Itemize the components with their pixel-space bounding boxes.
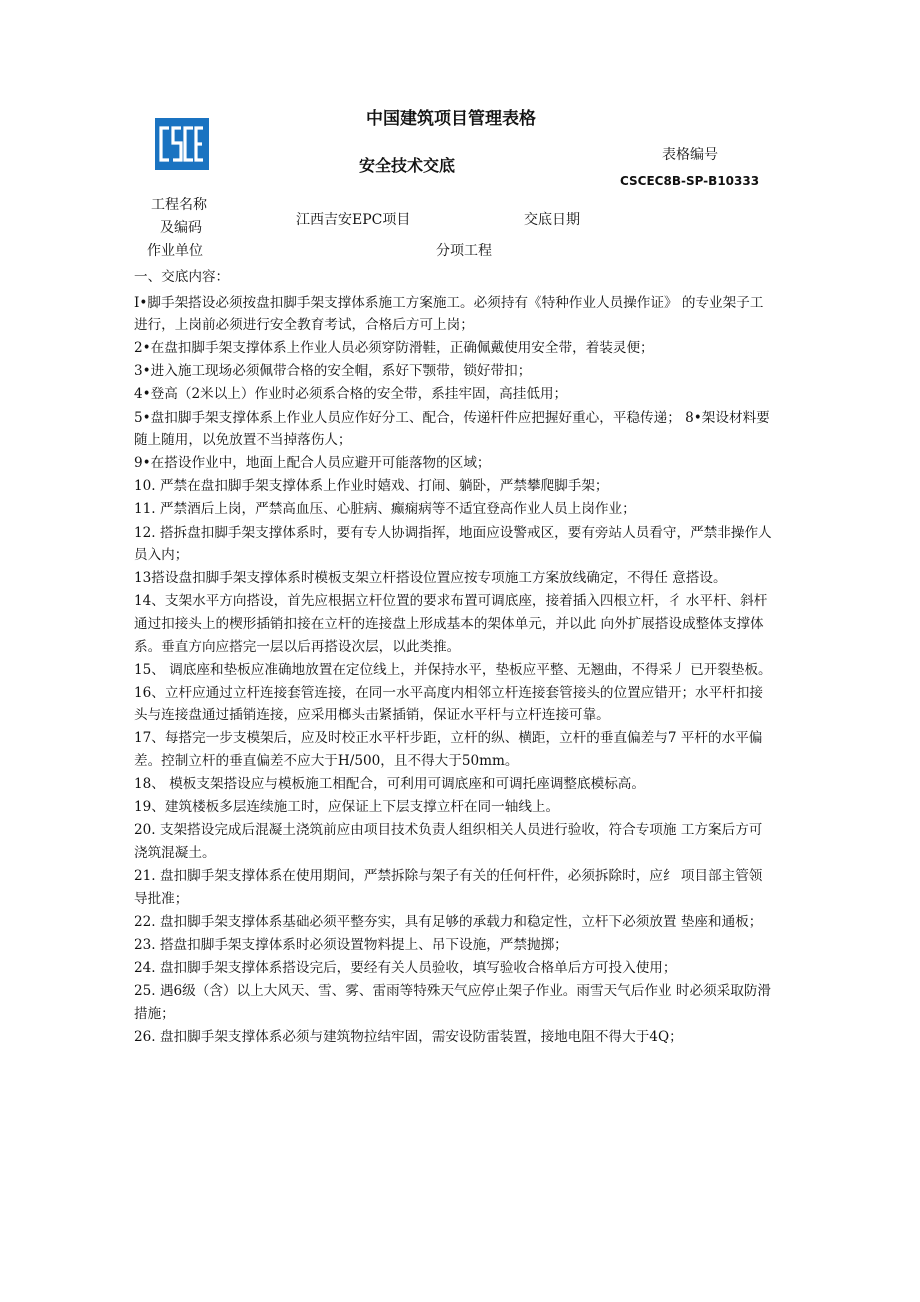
list-item: 19、建筑楼板多层连续施工时，应保证上下层支撑立杆在同一轴线上。 <box>134 799 560 816</box>
project-name-label-line1: 工程名称 <box>151 197 207 213</box>
project-name-label-line2: 及编码 <box>160 220 202 236</box>
form-code-label: 表格编号 <box>662 147 718 163</box>
list-item: 16、立杆应通过立杆连接套管连接，在同一水平高度内相邻立杆连接套管接头的位置应错开；水平杆扣接头与连接盘通过插销连接，应采用榔头击紧插销，保证水平杆与立杆连接可靠。 <box>134 684 764 724</box>
list-item: 21. 盘扣脚手架支撑体系在使用期间，严禁拆除与架子有关的任何杆件，必须拆除时，应纟 项目部主管领导批准； <box>134 867 763 907</box>
list-item: 20. 支架搭设完成后混凝土浇筑前应由项目技术负责人组织相关人员进行验收，符合专项施 工方案后方可浇筑混凝土。 <box>134 822 763 861</box>
list-item: 25. 遇6级（含）以上大风天、雪、雾、雷雨等特殊天气应停止架子作业。雨雪天气后作业 时必须采取防滑措施； <box>134 982 772 1022</box>
list-item: 14、支架水平方向搭设，首先应根据立杆位置的要求布置可调底座，接着插入四根立杆，彳 水平杆、斜杆通过扣接头上的楔形插销扣接在立杆的连接盘上形成基本的架体单元，并以此 向外扩展搭设成整体支撑体系。垂直方向应搭完一层以后再搭设次层，以此类推。 <box>134 593 768 655</box>
list-item: I•脚手架搭设必须按盘扣脚手架支撑体系施工方案施工。必须持有《特种作业人员操作证》 的专业架子工进行，上岗前必须进行安全教育考试，合格后方可上岗； <box>134 294 764 334</box>
list-item: 11. 严禁酒后上岗，严禁高血压、心脏病、癫痫病等不适宜登高作业人员上岗作业； <box>134 501 636 518</box>
project-name-value: 江西吉安EPC项目 <box>296 212 411 228</box>
list-item: 3•进入施工现场必须佩带合格的安全帽，系好下颚带，锁好带扣； <box>134 363 532 380</box>
item-list <box>134 292 774 1049</box>
list-item: 2•在盘扣脚手架支撑体系上作业人员必须穿防滑鞋，正确佩戴使用安全带，着装灵便； <box>134 340 654 357</box>
list-item: 15、 调底座和垫板应准确地放置在定位线上，并保持水平，垫板应平整、无翘曲，不得采丿 已开裂垫板。 <box>134 661 772 678</box>
list-item: 18、 模板支架搭设应与模板施工相配合，可利用可调底座和可调托座调整底模标高。 <box>134 776 645 793</box>
list-item: 26. 盘扣脚手架支撑体系必须与建筑物拉结牢固，需安设防雷装置，接地电阻不得大于4Q； <box>134 1028 683 1045</box>
date-label: 交底日期 <box>524 212 580 228</box>
list-item: 17、每搭完一步支模架后，应及时校正水平杆步距，立杆的纵、横距，立杆的垂直偏差与7 平杆的水平偏差。控制立杆的垂直偏差不应大于H/500，且不得大于50mm。 <box>134 730 763 769</box>
list-item: 23. 搭盘扣脚手架支撑体系时必须设置物料提上、吊下设施，严禁抛掷； <box>134 936 568 953</box>
list-item: 13搭设盘扣脚手架支撑体系时模板支架立杆搭设位置应按专项施工方案放线确定，不得任 意搭设。 <box>134 570 727 587</box>
form-code-value: CSCEC8B-SP-B10333 <box>620 174 760 188</box>
work-unit-label: 作业单位 <box>147 243 203 259</box>
content-heading: 一、交底内容： <box>134 269 230 285</box>
list-item: 9•在搭设作业中，地面上配合人员应避开可能落物的区域； <box>134 455 491 472</box>
page-title: 中国建筑项目管理表格 <box>366 109 536 129</box>
list-item: 10. 严禁在盘扣脚手架支撑体系上作业时嬉戏、打闹、躺卧，严禁攀爬脚手架； <box>134 478 609 495</box>
list-item: 12. 搭拆盘扣脚手架支撑体系时，要有专人协调指挥，地面应设警戒区，要有旁站人员看守，严禁非操作人员入内； <box>134 524 772 564</box>
list-item: 4•登高（2米以上）作业时必须系合格的安全带，系挂牢固，高挂低用； <box>134 386 568 403</box>
form-subtitle: 安全技术交底 <box>359 156 456 175</box>
disclosure-content <box>134 266 774 1049</box>
cscec-logo-icon <box>155 118 209 170</box>
list-item: 5•盘扣脚手架支撑体系上作业人员应作好分工、配合，传递杆件应把握好重心，平稳传递； 8•架设材料要随上随用，以免放置不当掉落伤人； <box>134 409 770 449</box>
subproject-label: 分项工程 <box>436 243 492 259</box>
list-item: 24. 盘扣脚手架支撑体系搭设完后，要经有关人员验收，填写验收合格单后方可投入使用； <box>134 959 677 976</box>
list-item: 22. 盘扣脚手架支撑体系基础必须平整夯实，具有足够的承载力和稳定性，立杆下必须放置 垫座和通板； <box>134 913 763 930</box>
